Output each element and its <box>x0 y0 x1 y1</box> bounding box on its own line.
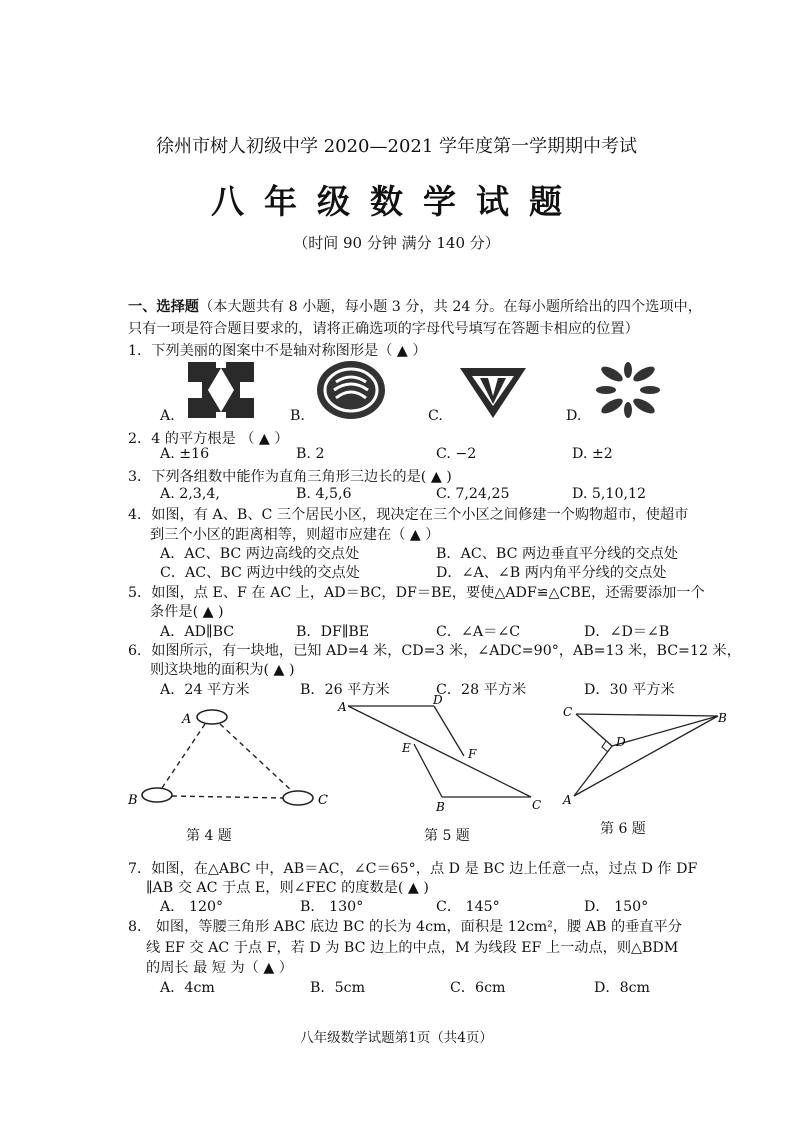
figure-q5 <box>336 693 551 821</box>
q8-option-a: A．4cm <box>160 980 215 996</box>
q1-option-d: D. <box>566 408 582 424</box>
exam-school-title: 徐州市树人初级中学 2020—2021 学年度第一学期期中考试 <box>155 136 638 157</box>
q8-option-d: D．8cm <box>594 980 650 996</box>
q7-option-b: B． 130° <box>300 899 364 915</box>
fig5-label-f: F <box>468 747 477 761</box>
q6-option-a: A．24 平方米 <box>160 682 250 698</box>
figure-q5-caption: 第 5 题 <box>424 828 470 844</box>
fig5-label-a: A <box>338 700 347 714</box>
question-3-stem: 3．下列各组数中能作为直角三角形三边长的是( ▲ ) <box>128 469 452 485</box>
question-8-stem-line2: 线 EF 交 AC 于点 F，若 D 为 BC 边上的中点，M 为线段 EF 上一动点，则△BDM <box>146 940 679 956</box>
q2-option-b: B. 2 <box>296 446 325 462</box>
q3-option-a: A. 2,3,4, <box>160 486 220 502</box>
figure-q6-caption: 第 6 题 <box>600 821 646 837</box>
fig5-label-e: E <box>402 741 411 755</box>
page-footer: 八年级数学试题第1页（共4页） <box>300 1030 493 1046</box>
question-2-stem: 2．4 的平方根是 （ ▲ ） <box>128 431 289 447</box>
q6-option-d: D．30 平方米 <box>584 682 675 698</box>
fig5-label-c: C <box>532 798 542 812</box>
q1-pattern-a-icon <box>188 362 254 418</box>
q7-option-a: A． 120° <box>160 899 224 915</box>
question-1-stem: 1．下列美丽的图案中不是轴对称图形是（ ▲ ） <box>128 343 427 359</box>
fig6-label-c: C <box>563 705 573 719</box>
question-6-stem-line2: 则这块地的面积为( ▲ ) <box>150 662 295 678</box>
q3-option-c: C. 7,24,25 <box>436 486 510 502</box>
fig5-label-b: B <box>436 800 445 814</box>
q5-option-b: B．DF∥BE <box>296 624 370 640</box>
q5-option-c: C．∠A＝∠C <box>436 624 521 640</box>
figure-q4 <box>130 700 350 820</box>
q5-option-d: D．∠D＝∠B <box>584 624 670 640</box>
exam-title: 八年级数学试题 <box>211 182 582 221</box>
fig4-label-c: C <box>318 793 328 808</box>
q1-option-b: B. <box>290 408 305 424</box>
q2-option-d: D. ±2 <box>572 446 613 462</box>
fig5-label-d: D <box>433 693 443 707</box>
question-7-stem-line2: ∥AB 交 AC 于点 E，则∠FEC 的度数是( ▲ ) <box>146 880 429 896</box>
q2-option-a: A. ±16 <box>160 446 210 462</box>
question-4-stem-line2: 到三个小区的距离相等，则超市应建在（ ▲ ） <box>150 527 440 543</box>
question-8-stem-line1: 8． 如图，等腰三角形 ABC 底边 BC 的长为 4cm，面积是 12cm²，腰 AB 的垂直平分 <box>128 919 682 935</box>
question-5-stem-line1: 5．如图，点 E、F 在 AC 上，AD＝BC，DF＝BE，要使△ADF≌△CBE，还需要添加一个 <box>128 585 705 601</box>
exam-subtitle: （时间 90 分钟 满分 140 分） <box>293 234 500 252</box>
q7-option-c: C． 145° <box>436 899 500 915</box>
question-4-stem-line1: 4．如图，有 A、B、C 三个居民小区，现决定在三个小区之间修建一个购物超市，使超市 <box>128 507 689 523</box>
q6-option-b: B．26 平方米 <box>300 682 390 698</box>
section-intro: （本大题共有 8 小题，每小题 3 分，共 24 分。在每小题所给出的四个选项中， <box>198 299 702 315</box>
section-heading: 一、选择题 <box>128 299 199 315</box>
q1-option-c: C. <box>428 408 443 424</box>
q1-pattern-c-icon <box>460 366 526 418</box>
question-6-stem-line1: 6．如图所示，有一块地，已知 AD=4 米，CD=3 米，∠ADC=90°，AB=13 米，BC=12 米， <box>128 643 741 659</box>
q8-option-b: B．5cm <box>310 980 366 996</box>
section-intro-line1 <box>128 296 702 316</box>
q2-option-c: C. −2 <box>436 446 477 462</box>
q1-option-a: A. <box>160 408 175 424</box>
fig6-label-a: A <box>563 793 572 807</box>
q6-option-c: C．28 平方米 <box>436 682 527 698</box>
q4-option-c: C．AC、BC 两边中线的交点处 <box>160 565 360 581</box>
q3-option-b: B. 4,5,6 <box>296 486 352 502</box>
figure-q6 <box>560 700 735 810</box>
fig4-label-a: A <box>182 712 192 727</box>
q4-option-a: A．AC、BC 两边高线的交点处 <box>160 546 360 562</box>
fig4-label-b: B <box>128 793 138 808</box>
q4-option-b: B．AC、BC 两边垂直平分线的交点处 <box>436 546 679 562</box>
fig6-label-d: D <box>616 735 626 749</box>
fig6-label-b: B <box>718 711 727 725</box>
figure-q4-caption: 第 4 题 <box>186 828 232 844</box>
q4-option-d: D．∠A、∠B 两内角平分线的交点处 <box>436 565 667 581</box>
q5-option-a: A．AD∥BC <box>160 624 235 640</box>
q8-option-c: C．6cm <box>450 980 506 996</box>
q3-option-d: D. 5,10,12 <box>572 486 647 502</box>
q7-option-d: D． 150° <box>584 899 649 915</box>
section-intro-line2: 只有一项是符合题目要求的，请将正确选项的字母代号填写在答题卡相应的位置） <box>128 321 639 337</box>
question-8-stem-line3: 的周长 最 短 为（ ▲ ） <box>146 960 293 976</box>
question-5-stem-line2: 条件是( ▲ ) <box>150 604 224 620</box>
q1-pattern-b-icon <box>316 360 386 420</box>
question-7-stem-line1: 7．如图，在△ABC 中，AB＝AC，∠C＝65°，点 D 是 BC 边上任意一点，过点 D 作 DF <box>128 861 698 877</box>
q1-pattern-d-icon <box>596 362 660 418</box>
